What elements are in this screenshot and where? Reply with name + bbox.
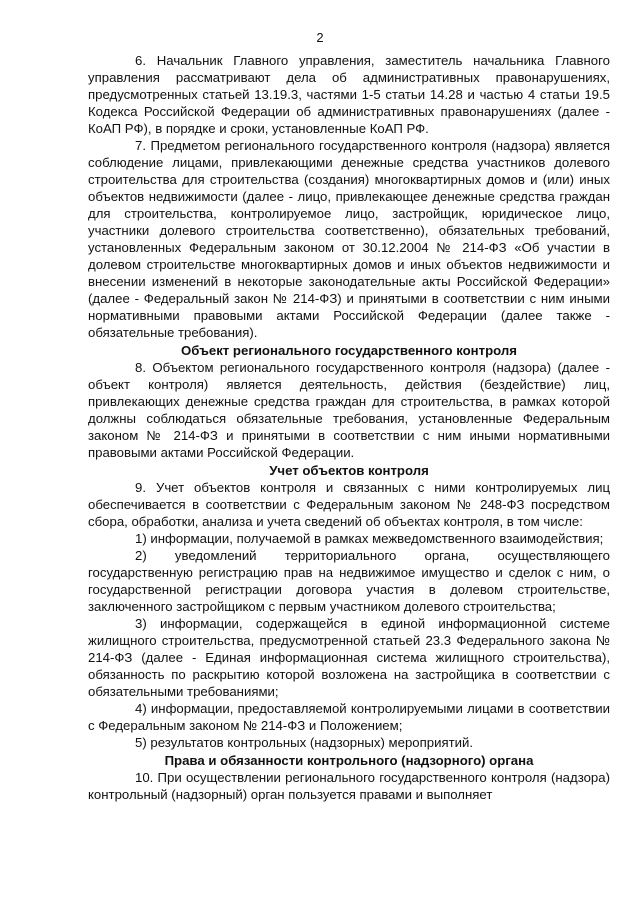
paragraph-6: 6. Начальник Главного управления, заместитель начальника Главного управления рассматривают дела об административных правонарушениях, предусмотренных статьей 13.19.3, частями 1-5 статьи 14.28 и частью 4 статьи 19.5 Кодекса Российской Федерации об административных правонарушениях (далее - КоАП РФ), в порядке и сроки, установленные КоАП РФ. (88, 53, 610, 136)
section-heading-accounting: Учет объектов контроля (269, 463, 429, 478)
document-body (88, 52, 610, 803)
paragraph-7: 7. Предметом регионального государственного контроля (надзора) является соблюдение лицами, привлекающими денежные средства участников долевого строительства для строительства (создания) многоквартирных домов и (или) иных объектов недвижимости (далее - лицо, привлекающее денежные средства граждан для строительства, контролируемое лицо, застройщик, юридическое лицо, участники долевого строительства соответственно), обязательных требований, установленных Федеральным законом от 30.12.2004 № 214-ФЗ «Об участии в долевом строительстве многоквартирных домов и иных объектов недвижимости и внесении изменений в некоторые законодательные акты Российской Федерации» (далее - Федеральный закон № 214-ФЗ) и принятыми в соответствии с ним иными нормативными правовыми актами Российской Федерации (далее также - обязательные требования). (88, 138, 610, 340)
list-item-3: 3) информации, содержащейся в единой информационной системе жилищного строительства, предусмотренной статьей 23.3 Федерального закона № 214-ФЗ (далее - Единая информационная система жилищного строительства), обязанность по раскрытию которой возложена на застройщика в соответствии с обязательными требованиями; (88, 616, 610, 699)
list-item-5: 5) результатов контрольных (надзорных) мероприятий. (135, 735, 474, 750)
paragraph-9: 9. Учет объектов контроля и связанных с ними контролируемых лиц обеспечивается в соответствии с Федеральным законом № 248-ФЗ посредством сбора, обработки, анализа и учета сведений об объектах контроля, в том числе: (88, 480, 610, 529)
page-number: 2 (316, 30, 324, 45)
list-item-2: 2) уведомлений территориального органа, осуществляющего государственную регистрацию прав на недвижимое имущество и сделок с ним, о государственной регистрации договора участия в долевом строительстве, заключенного застройщиком с первым участником долевого строительства; (88, 548, 610, 614)
section-heading-control-object: Объект регионального государственного контроля (181, 343, 517, 358)
list-item-1: 1) информации, получаемой в рамках межведомственного взаимодействия; (135, 531, 604, 546)
list-item-4: 4) информации, предоставляемой контролируемыми лицами в соответствии с Федеральным законом № 214-ФЗ и Положением; (88, 701, 610, 733)
paragraph-8: 8. Объектом регионального государственного контроля (надзора) (далее - объект контроля) является деятельность, действия (бездействие) лиц, привлекающих денежные средства граждан для строительства, в рамках которой должны соблюдаться обязательные требования, установленные Федеральным законом № 214-ФЗ и принятыми в соответствии с ним иными нормативными правовыми актами Российской Федерации. (88, 360, 610, 460)
paragraph-10: 10. При осуществлении регионального государственного контроля (надзора) контрольный (надзорный) орган пользуется правами и выполняет (88, 770, 610, 802)
section-heading-rights-duties: Права и обязанности контрольного (надзорного) органа (164, 753, 534, 768)
